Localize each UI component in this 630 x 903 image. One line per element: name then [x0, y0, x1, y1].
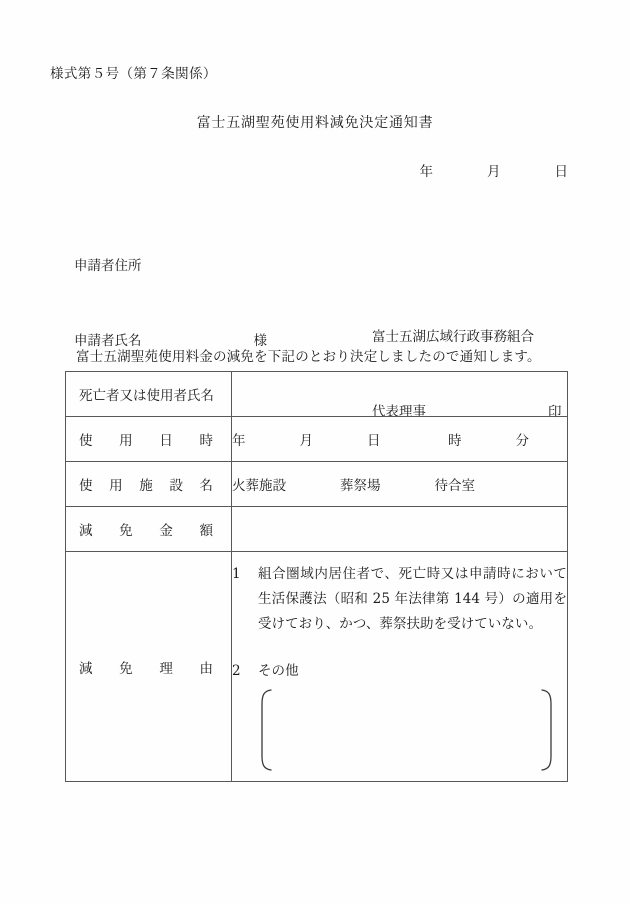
decision-table	[65, 371, 568, 782]
issuer-title: 代表理事	[372, 404, 426, 420]
date-line: 年 月 日	[419, 164, 568, 180]
row-label-text: 死亡者又は使用者氏名	[79, 388, 214, 404]
applicant-name-label: 申請者氏名	[74, 333, 142, 349]
row-value-facility-name[interactable]	[232, 462, 568, 507]
table-row	[66, 417, 568, 462]
row-value-use-datetime[interactable]	[232, 417, 568, 462]
row-value-deceased-or-user-name[interactable]	[232, 372, 568, 417]
row-label-text: 使用施設名	[79, 478, 213, 494]
row-label-facility-name	[66, 462, 232, 507]
page-title: 富士五湖聖苑使用料減免決定通知書	[196, 115, 434, 131]
issuer-organization: 富士五湖広域行政事務組合	[372, 329, 534, 345]
row-value-reduction-amount[interactable]	[232, 507, 568, 552]
table-row	[66, 372, 568, 417]
row-label-text: 使用日時	[79, 433, 213, 449]
lead-sentence: 富士五湖聖苑使用料金の減免を下記のとおり決定しましたので通知します。	[76, 349, 541, 365]
row-label-reduction-amount	[66, 507, 232, 552]
table-body	[66, 372, 568, 782]
row-value-reduction-reason[interactable]	[232, 552, 568, 782]
reason-item-text: 組合圏域内居住者で、死亡時又は申請時において生活保護法（昭和 25 年法律第 144 号）の適用を受けており、かつ、葬祭扶助を受けていない。	[258, 565, 567, 632]
row-label-text: 減免理由	[79, 660, 213, 677]
applicant-honorific: 様	[253, 333, 267, 349]
reason-spacer	[232, 637, 567, 659]
row-label-reduction-reason	[66, 552, 232, 782]
row-value-text: 年 月 日 時 分	[232, 433, 529, 449]
row-label-use-datetime	[66, 417, 232, 462]
reason-item-2	[232, 659, 567, 684]
form-number: 様式第５号（第７条関係）	[50, 66, 217, 82]
seal-icon: 印	[548, 404, 562, 420]
bracket-right-icon	[539, 688, 555, 772]
table-row	[66, 462, 568, 507]
row-label-text: 減免金額	[79, 523, 213, 539]
reason-item-number: 1	[232, 565, 241, 582]
table-row	[66, 552, 568, 782]
reason-item-1	[232, 562, 567, 637]
row-value-text: 火葬施設 葬祭場 待合室	[232, 478, 475, 494]
table-row	[66, 507, 568, 552]
free-text-bracket-area[interactable]	[258, 688, 555, 772]
row-label-deceased-or-user-name	[66, 372, 232, 417]
bracket-left-icon	[258, 688, 274, 772]
reason-item-text: その他	[258, 662, 299, 679]
reason-item-number: 2	[232, 662, 241, 679]
applicant-address-label: 申請者住所	[74, 258, 142, 274]
